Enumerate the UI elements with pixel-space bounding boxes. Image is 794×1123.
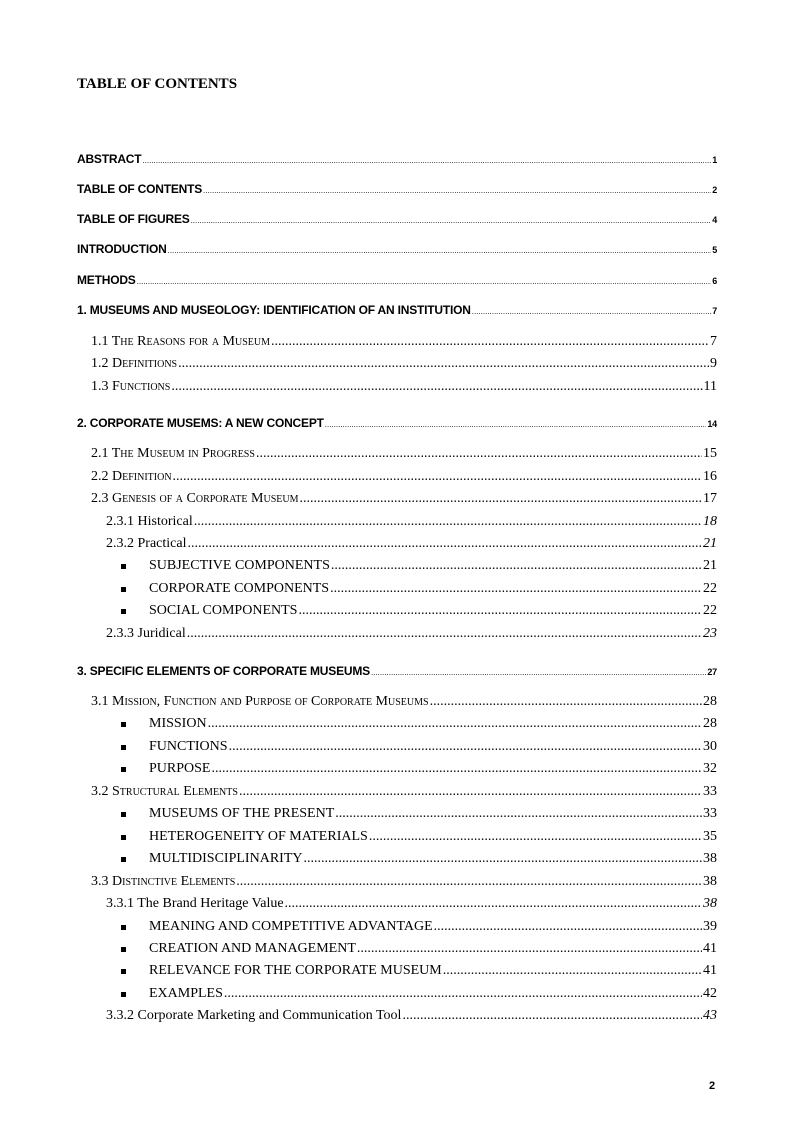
dot-leader [285,896,702,912]
toc-entry-page: 5 [712,245,717,255]
dot-leader [335,806,702,822]
toc-entry-page: 23 [703,626,717,641]
dot-leader [187,536,702,552]
toc-entry-label: 3.3.2 Corporate Marketing and Communication Tool [106,1008,402,1023]
toc-entry[interactable] [149,603,717,619]
toc-entry-page: 35 [703,829,717,844]
toc-entry[interactable] [149,986,717,1002]
toc-entry-label: EXAMPLES [149,986,223,1001]
toc-entry-label: RELEVANCE FOR THE CORPORATE MUSEUM [149,963,442,978]
toc-entry-page: 16 [703,469,717,484]
toc-entry[interactable] [149,581,717,597]
dot-leader [369,829,702,845]
toc-entry[interactable] [106,514,717,530]
toc-entry-page: 27 [707,667,717,677]
dot-leader [303,851,702,867]
toc-entry-label: SOCIAL COMPONENTS [149,603,298,618]
toc-entry[interactable] [149,806,717,822]
dot-leader [430,694,702,710]
toc-entry[interactable] [77,182,717,196]
toc-entry[interactable] [149,829,717,845]
toc-entry[interactable] [91,694,717,710]
toc-entry-page: 28 [703,694,717,709]
toc-entry-page: 38 [703,874,717,889]
toc-entry-page: 18 [703,514,717,529]
toc-entry[interactable] [106,896,717,912]
page-title: TABLE OF CONTENTS [77,76,238,92]
toc-entry[interactable] [91,491,717,507]
toc-entry-page: 32 [703,761,717,776]
dot-leader [224,986,702,1002]
toc-entry-label: MEANING AND COMPETITIVE ADVANTAGE [149,919,433,934]
toc-entry-label: TABLE OF FIGURES [77,212,190,226]
toc-entry-label: METHODS [77,273,136,287]
toc-entry-label: 2. CORPORATE MUSEMS: A NEW CONCEPT [77,416,324,430]
dot-leader [298,603,702,619]
toc-entry-page: 22 [703,581,717,596]
toc-entry-label: MUSEUMS OF THE PRESENT [149,806,335,821]
dot-leader [271,334,709,350]
bullet-icon [121,745,126,750]
toc-entry-label: 1.3 Functions [91,379,171,394]
dot-leader [173,469,702,485]
bullet-icon [121,835,126,840]
bullet-icon [121,992,126,997]
toc-entry-page: 38 [703,896,717,911]
dot-leader [256,446,702,462]
toc-entry-page: 43 [703,1008,717,1023]
bullet-icon [121,722,126,727]
toc-entry-label: PURPOSE [149,761,211,776]
toc-entry[interactable] [77,303,717,317]
toc-entry[interactable] [106,1008,717,1024]
toc-entry[interactable] [91,446,717,462]
toc-entry-page: 30 [703,739,717,754]
toc-entry-label: 1.1 The Reasons for a Museum [91,334,270,349]
toc-entry[interactable] [77,416,717,430]
toc-entry-page: 17 [703,491,717,506]
toc-entry-label: FUNCTIONS [149,739,228,754]
dot-leader [171,379,702,395]
toc-entry-page: 9 [710,356,717,371]
dot-leader [443,963,702,979]
dot-leader [357,941,702,957]
toc-entry-label: SUBJECTIVE COMPONENTS [149,558,330,573]
dot-leader [211,761,702,777]
dot-leader [229,739,702,755]
toc-entry-label: 1. MUSEUMS AND MUSEOLOGY: IDENTIFICATION OF AN INSTITUTION [77,303,471,317]
toc-entry-label: INTRODUCTION [77,242,167,256]
dot-leader [168,246,712,255]
dot-leader [236,874,702,890]
dot-leader [239,784,702,800]
toc-entry-page: 33 [703,784,717,799]
dot-leader [191,216,712,225]
toc-entry-label: HETEROGENEITY OF MATERIALS [149,829,368,844]
toc-entry[interactable] [91,784,717,800]
toc-entry-label: 1.2 Definitions [91,356,178,371]
toc-entry[interactable] [77,242,717,256]
toc-entry-label: 2.3.3 Juridical [106,626,186,641]
toc-entry-page: 39 [703,919,717,934]
toc-entry-page: 7 [712,306,717,316]
toc-entry-label: 2.2 Definition [91,469,172,484]
toc-entry[interactable] [91,874,717,890]
toc-entry-page: 21 [703,536,717,551]
bullet-icon [121,564,126,569]
bullet-icon [121,812,126,817]
toc-entry-page: 2 [712,185,717,195]
toc-entry-page: 21 [703,558,717,573]
toc-entry[interactable] [149,739,717,755]
dot-leader [208,716,702,732]
toc-entry-page: 28 [703,716,717,731]
toc-entry-page: 41 [703,941,717,956]
toc-entry[interactable] [77,273,717,287]
toc-entry-label: 3.3 Distinctive Elements [91,874,236,889]
toc-entry-label: 3. SPECIFIC ELEMENTS OF CORPORATE MUSEUMS [77,664,370,678]
toc-entry[interactable] [106,536,717,552]
dot-leader [187,626,702,642]
toc-entry[interactable] [91,334,717,350]
page-number: 2 [709,1080,716,1092]
toc-entry-label: 3.1 Mission, Function and Purpose of Corporate Museums [91,694,429,709]
toc-entry-page: 41 [703,963,717,978]
bullet-icon [121,947,126,952]
toc-entry-page: 22 [703,603,717,618]
toc-entry-label: MULTIDISCIPLINARITY [149,851,303,866]
toc-entry-label: ABSTRACT [77,152,142,166]
toc-entry-label: 2.3.1 Historical [106,514,193,529]
toc-entry-page: 14 [707,419,717,429]
toc-entry-label: CORPORATE COMPONENTS [149,581,330,596]
dot-leader [137,277,712,286]
dot-leader [434,919,702,935]
toc-entry[interactable] [149,941,717,957]
toc-entry-page: 42 [703,986,717,1001]
toc-entry[interactable] [91,469,717,485]
dot-leader [194,514,702,530]
toc-entry[interactable] [149,963,717,979]
toc-entry[interactable] [91,356,717,372]
dot-leader [142,156,711,165]
dot-leader [371,668,706,677]
dot-leader [330,581,702,597]
dot-leader [402,1008,702,1024]
toc-entry-label: 2.1 The Museum in Progress [91,446,255,461]
toc-entry-page: 7 [710,334,717,349]
toc-entry[interactable] [77,152,717,166]
toc-entry[interactable] [77,212,717,226]
dot-leader [299,491,702,507]
toc-entry[interactable] [149,919,717,935]
dot-leader [331,558,702,574]
toc-entry[interactable] [91,379,717,395]
bullet-icon [121,587,126,592]
toc-entry-page: 15 [703,446,717,461]
dot-leader [203,186,711,195]
dot-leader [472,307,711,316]
toc-entry[interactable] [77,664,717,678]
toc-entry-label: MISSION [149,716,207,731]
toc-entry-page: 11 [703,379,717,394]
toc-entry[interactable] [106,626,717,642]
toc-entry-page: 4 [712,215,717,225]
toc-entry[interactable] [149,761,717,777]
toc-entry-label: 2.3 Genesis of a Corporate Museum [91,491,299,506]
bullet-icon [121,925,126,930]
toc-entry[interactable] [149,716,717,732]
toc-entry[interactable] [149,558,717,574]
bullet-icon [121,857,126,862]
toc-entry-page: 1 [712,155,717,165]
toc-entry-page: 6 [712,276,717,286]
bullet-icon [121,969,126,974]
dot-leader [325,420,707,429]
bullet-icon [121,767,126,772]
bullet-icon [121,609,126,614]
toc-entry-page: 38 [703,851,717,866]
toc-entry[interactable] [149,851,717,867]
dot-leader [178,356,709,372]
toc-entry-label: 3.3.1 The Brand Heritage Value [106,896,284,911]
toc-entry-label: 2.3.2 Practical [106,536,187,551]
toc-entry-label: CREATION AND MANAGEMENT [149,941,356,956]
toc-entry-page: 33 [703,806,717,821]
toc-entry-label: TABLE OF CONTENTS [77,182,203,196]
toc-entry-label: 3.2 Structural Elements [91,784,238,799]
